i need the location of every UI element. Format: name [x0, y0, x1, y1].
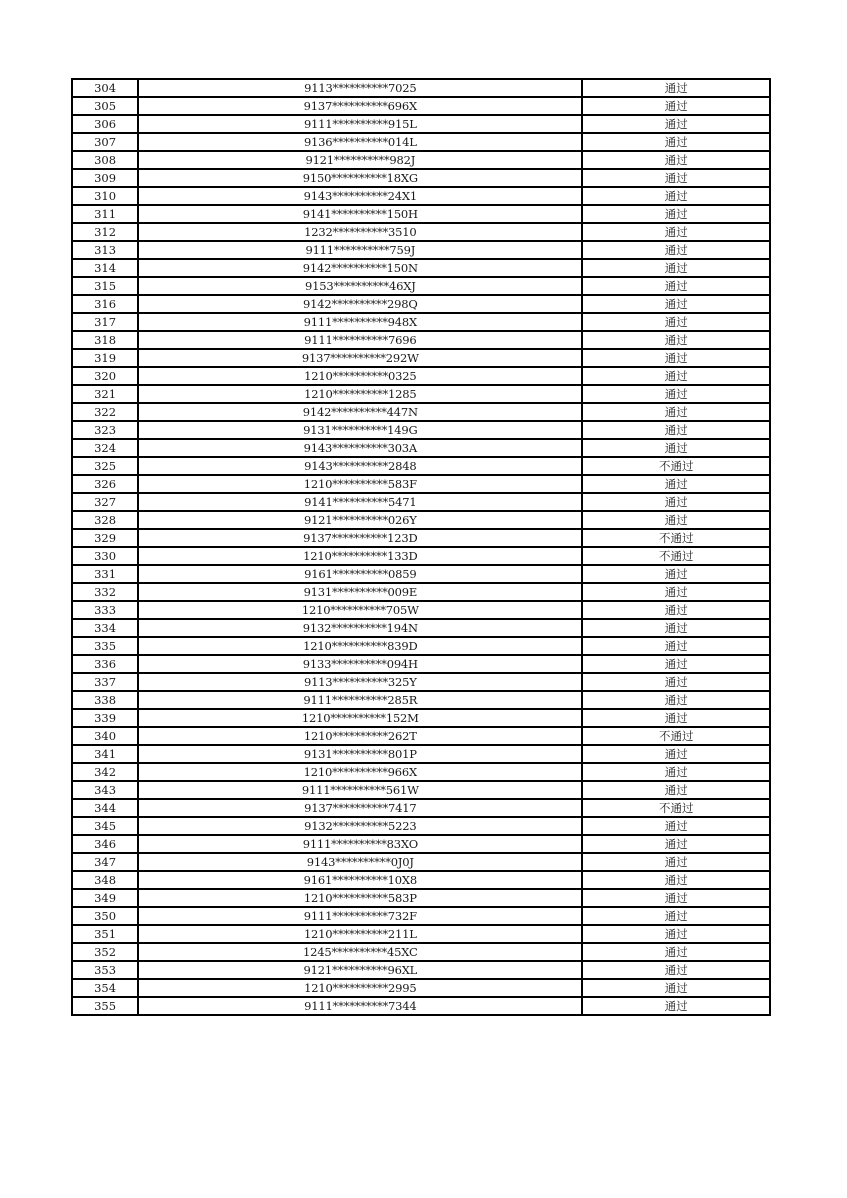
row-number-cell: 346: [72, 835, 138, 853]
row-number-cell: 310: [72, 187, 138, 205]
table-row: [72, 961, 770, 979]
status-cell: 通过: [582, 367, 770, 385]
table-row: [72, 133, 770, 151]
status-cell: 通过: [582, 907, 770, 925]
row-number-cell: 335: [72, 637, 138, 655]
code-cell: 9143**********303A: [138, 439, 582, 457]
row-number-cell: 334: [72, 619, 138, 637]
code-cell: 9141**********150H: [138, 205, 582, 223]
code-cell: 1210**********966X: [138, 763, 582, 781]
table-row: [72, 295, 770, 313]
table-row: [72, 547, 770, 565]
row-number-cell: 353: [72, 961, 138, 979]
status-cell: 不通过: [582, 547, 770, 565]
row-number-cell: 328: [72, 511, 138, 529]
code-cell: 9143**********24X1: [138, 187, 582, 205]
table-row: [72, 205, 770, 223]
status-cell: 不通过: [582, 529, 770, 547]
row-number-cell: 309: [72, 169, 138, 187]
code-cell: 1232**********3510: [138, 223, 582, 241]
status-cell: 通过: [582, 79, 770, 97]
status-cell: 不通过: [582, 457, 770, 475]
status-cell: 通过: [582, 925, 770, 943]
table-row: [72, 781, 770, 799]
status-cell: 通过: [582, 637, 770, 655]
table-row: [72, 763, 770, 781]
code-cell: 9132**********5223: [138, 817, 582, 835]
table-row: [72, 223, 770, 241]
status-cell: 通过: [582, 511, 770, 529]
row-number-cell: 333: [72, 601, 138, 619]
status-cell: 通过: [582, 853, 770, 871]
code-cell: 9111**********948X: [138, 313, 582, 331]
code-cell: 9137**********7417: [138, 799, 582, 817]
row-number-cell: 336: [72, 655, 138, 673]
status-cell: 通过: [582, 223, 770, 241]
status-cell: 通过: [582, 403, 770, 421]
code-cell: 1210**********705W: [138, 601, 582, 619]
status-cell: 通过: [582, 133, 770, 151]
status-cell: 不通过: [582, 799, 770, 817]
code-cell: 9142**********447N: [138, 403, 582, 421]
status-cell: 通过: [582, 169, 770, 187]
row-number-cell: 322: [72, 403, 138, 421]
table-row: [72, 907, 770, 925]
status-cell: 通过: [582, 997, 770, 1015]
code-cell: 1210**********0325: [138, 367, 582, 385]
row-number-cell: 327: [72, 493, 138, 511]
code-cell: 9137**********292W: [138, 349, 582, 367]
code-cell: 9133**********094H: [138, 655, 582, 673]
code-cell: 9141**********5471: [138, 493, 582, 511]
status-cell: 通过: [582, 439, 770, 457]
status-cell: 通过: [582, 961, 770, 979]
row-number-cell: 347: [72, 853, 138, 871]
table-row: [72, 637, 770, 655]
code-cell: 1210**********839D: [138, 637, 582, 655]
code-cell: 9113**********325Y: [138, 673, 582, 691]
row-number-cell: 330: [72, 547, 138, 565]
status-cell: 通过: [582, 205, 770, 223]
status-cell: 通过: [582, 295, 770, 313]
code-cell: 9136**********014L: [138, 133, 582, 151]
row-number-cell: 337: [72, 673, 138, 691]
code-cell: 1245**********45XC: [138, 943, 582, 961]
table-row: [72, 115, 770, 133]
row-number-cell: 331: [72, 565, 138, 583]
status-cell: 通过: [582, 493, 770, 511]
code-cell: 9121**********96XL: [138, 961, 582, 979]
row-number-cell: 324: [72, 439, 138, 457]
row-number-cell: 345: [72, 817, 138, 835]
table-row: [72, 619, 770, 637]
row-number-cell: 341: [72, 745, 138, 763]
code-cell: 9121**********026Y: [138, 511, 582, 529]
row-number-cell: 325: [72, 457, 138, 475]
status-cell: 通过: [582, 349, 770, 367]
code-cell: 9137**********696X: [138, 97, 582, 115]
code-cell: 9111**********732F: [138, 907, 582, 925]
code-cell: 9143**********0J0J: [138, 853, 582, 871]
status-cell: 通过: [582, 421, 770, 439]
code-cell: 1210**********1285: [138, 385, 582, 403]
table-row: [72, 367, 770, 385]
status-cell: 通过: [582, 673, 770, 691]
table-row: [72, 187, 770, 205]
code-cell: 1210**********152M: [138, 709, 582, 727]
code-cell: 9143**********2848: [138, 457, 582, 475]
row-number-cell: 348: [72, 871, 138, 889]
code-cell: 1210**********583P: [138, 889, 582, 907]
table-row: [72, 601, 770, 619]
row-number-cell: 340: [72, 727, 138, 745]
code-cell: 9142**********298Q: [138, 295, 582, 313]
row-number-cell: 338: [72, 691, 138, 709]
status-cell: 通过: [582, 97, 770, 115]
code-cell: 9161**********10X8: [138, 871, 582, 889]
table-row: [72, 277, 770, 295]
row-number-cell: 344: [72, 799, 138, 817]
table-row: [72, 241, 770, 259]
row-number-cell: 332: [72, 583, 138, 601]
table-row: [72, 169, 770, 187]
table-row: [72, 673, 770, 691]
results-table: [71, 78, 771, 1016]
row-number-cell: 349: [72, 889, 138, 907]
row-number-cell: 319: [72, 349, 138, 367]
status-cell: 通过: [582, 943, 770, 961]
status-cell: 通过: [582, 709, 770, 727]
row-number-cell: 308: [72, 151, 138, 169]
row-number-cell: 317: [72, 313, 138, 331]
table-row: [72, 889, 770, 907]
row-number-cell: 304: [72, 79, 138, 97]
status-cell: 通过: [582, 601, 770, 619]
row-number-cell: 318: [72, 331, 138, 349]
row-number-cell: 326: [72, 475, 138, 493]
row-number-cell: 315: [72, 277, 138, 295]
table-row: [72, 745, 770, 763]
table-row: [72, 709, 770, 727]
row-number-cell: 316: [72, 295, 138, 313]
row-number-cell: 350: [72, 907, 138, 925]
row-number-cell: 343: [72, 781, 138, 799]
status-cell: 通过: [582, 565, 770, 583]
status-cell: 通过: [582, 763, 770, 781]
status-cell: 不通过: [582, 727, 770, 745]
table-row: [72, 493, 770, 511]
table-row: [72, 799, 770, 817]
table-row: [72, 439, 770, 457]
row-number-cell: 355: [72, 997, 138, 1015]
table-row: [72, 727, 770, 745]
code-cell: 9142**********150N: [138, 259, 582, 277]
row-number-cell: 321: [72, 385, 138, 403]
code-cell: 9131**********009E: [138, 583, 582, 601]
table-row: [72, 871, 770, 889]
table-row: [72, 331, 770, 349]
status-cell: 通过: [582, 151, 770, 169]
code-cell: 9111**********7344: [138, 997, 582, 1015]
table-row: [72, 475, 770, 493]
status-cell: 通过: [582, 979, 770, 997]
row-number-cell: 354: [72, 979, 138, 997]
table-row: [72, 691, 770, 709]
row-number-cell: 351: [72, 925, 138, 943]
row-number-cell: 314: [72, 259, 138, 277]
table-row: [72, 997, 770, 1015]
status-cell: 通过: [582, 619, 770, 637]
table-row: [72, 457, 770, 475]
row-number-cell: 313: [72, 241, 138, 259]
code-cell: 9150**********18XG: [138, 169, 582, 187]
code-cell: 9137**********123D: [138, 529, 582, 547]
code-cell: 9111**********7696: [138, 331, 582, 349]
table-row: [72, 79, 770, 97]
code-cell: 1210**********133D: [138, 547, 582, 565]
table-row: [72, 151, 770, 169]
status-cell: 通过: [582, 277, 770, 295]
status-cell: 通过: [582, 871, 770, 889]
code-cell: 9111**********285R: [138, 691, 582, 709]
row-number-cell: 352: [72, 943, 138, 961]
row-number-cell: 342: [72, 763, 138, 781]
status-cell: 通过: [582, 691, 770, 709]
table-row: [72, 259, 770, 277]
code-cell: 9111**********759J: [138, 241, 582, 259]
code-cell: 9111**********83XO: [138, 835, 582, 853]
status-cell: 通过: [582, 835, 770, 853]
table-row: [72, 925, 770, 943]
status-cell: 通过: [582, 817, 770, 835]
status-cell: 通过: [582, 313, 770, 331]
status-cell: 通过: [582, 241, 770, 259]
row-number-cell: 305: [72, 97, 138, 115]
table-row: [72, 565, 770, 583]
table-row: [72, 313, 770, 331]
table-row: [72, 853, 770, 871]
code-cell: 1210**********211L: [138, 925, 582, 943]
row-number-cell: 306: [72, 115, 138, 133]
table-row: [72, 97, 770, 115]
table-row: [72, 835, 770, 853]
table-row: [72, 979, 770, 997]
row-number-cell: 339: [72, 709, 138, 727]
status-cell: 通过: [582, 781, 770, 799]
table-row: [72, 421, 770, 439]
status-cell: 通过: [582, 655, 770, 673]
row-number-cell: 329: [72, 529, 138, 547]
table-row: [72, 403, 770, 421]
status-cell: 通过: [582, 259, 770, 277]
status-cell: 通过: [582, 745, 770, 763]
code-cell: 9111**********915L: [138, 115, 582, 133]
status-cell: 通过: [582, 187, 770, 205]
row-number-cell: 320: [72, 367, 138, 385]
table-row: [72, 349, 770, 367]
code-cell: 9113**********7025: [138, 79, 582, 97]
code-cell: 9131**********149G: [138, 421, 582, 439]
table-row: [72, 529, 770, 547]
code-cell: 9111**********561W: [138, 781, 582, 799]
code-cell: 1210**********583F: [138, 475, 582, 493]
status-cell: 通过: [582, 475, 770, 493]
row-number-cell: 307: [72, 133, 138, 151]
table-row: [72, 583, 770, 601]
table-row: [72, 655, 770, 673]
code-cell: 9121**********982J: [138, 151, 582, 169]
code-cell: 1210**********2995: [138, 979, 582, 997]
row-number-cell: 323: [72, 421, 138, 439]
code-cell: 9132**********194N: [138, 619, 582, 637]
row-number-cell: 312: [72, 223, 138, 241]
code-cell: 9161**********0859: [138, 565, 582, 583]
code-cell: 1210**********262T: [138, 727, 582, 745]
table-row: [72, 385, 770, 403]
status-cell: 通过: [582, 583, 770, 601]
status-cell: 通过: [582, 331, 770, 349]
code-cell: 9131**********801P: [138, 745, 582, 763]
table-row: [72, 817, 770, 835]
table-row: [72, 943, 770, 961]
status-cell: 通过: [582, 385, 770, 403]
results-table-body: [72, 79, 770, 1015]
table-row: [72, 511, 770, 529]
code-cell: 9153**********46XJ: [138, 277, 582, 295]
status-cell: 通过: [582, 889, 770, 907]
status-cell: 通过: [582, 115, 770, 133]
row-number-cell: 311: [72, 205, 138, 223]
